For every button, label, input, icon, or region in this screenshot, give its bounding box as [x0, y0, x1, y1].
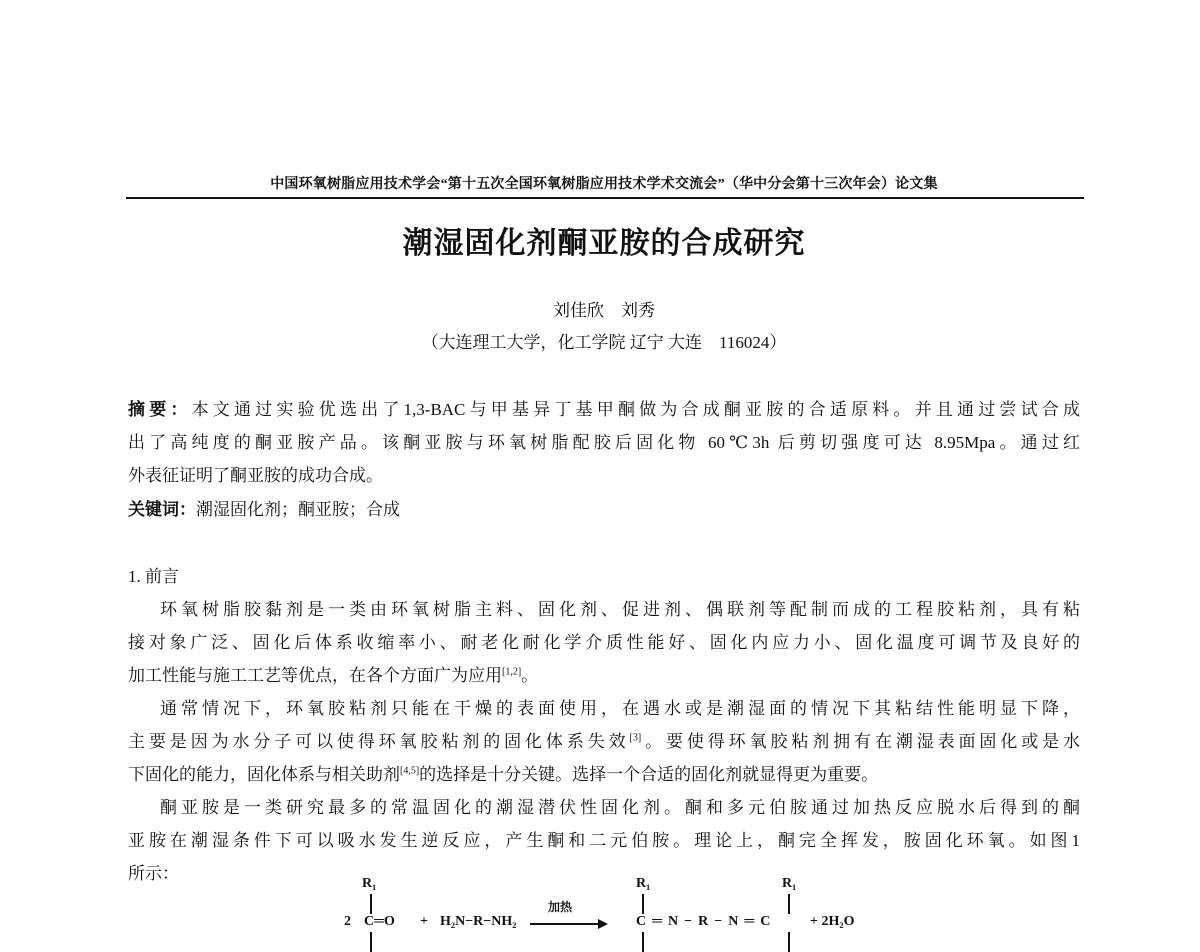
abstract-line: 出了高纯度的酮亚胺产品。该酮亚胺与环氧树脂配胶后固化物 60℃3h 后剪切强度可达 8.95Mpa。通过红	[128, 433, 1080, 452]
citation[interactable]: [3]	[629, 732, 642, 744]
coefficient: 2	[344, 914, 351, 929]
affiliation: （大连理工大学，化工学院 辽宁 大连 116024）	[421, 333, 787, 352]
keywords-line	[128, 495, 1080, 520]
plus-sign: +	[420, 914, 428, 929]
text: 。要使得环氧胶粘剂拥有在潮湿表面固化或是水	[641, 732, 1081, 751]
r1-label: R₁	[636, 876, 651, 891]
diamine: H₂N−R−NH₂	[440, 914, 517, 929]
paragraph-line: 接对象广泛、固化后体系收缩率小、耐老化耐化学介质性能好、固化内应力小、固化温度可调节及良好的	[128, 633, 1080, 652]
reaction-equation	[340, 870, 880, 952]
text: 。	[521, 666, 539, 685]
reaction-condition: 加热	[548, 900, 573, 914]
bond	[642, 894, 644, 914]
authors: 刘佳欣 刘秀	[553, 301, 655, 320]
text: 主要是因为水分子可以使得环氧胶粘剂的固化体系失效	[128, 732, 630, 751]
paragraph-line	[128, 661, 1080, 686]
abstract-line: 外表征证明了酮亚胺的成功合成。	[128, 466, 383, 485]
r1-label: R₁	[362, 876, 377, 891]
text: 加工性能与施工工艺等优点，在各个方面广为应用	[128, 666, 502, 685]
paragraph-line: 所示：	[128, 864, 179, 883]
abstract-text: 本文通过实验优选出了1,3-BAC与甲基异丁基甲酮做为合成酮亚胺的合适原料。并且通过尝试合成	[191, 400, 1081, 419]
bond	[370, 932, 372, 952]
section-heading: 1. 前言	[128, 567, 179, 586]
bond	[642, 932, 644, 952]
paragraph-line	[128, 760, 1080, 785]
paragraph-line: 酮亚胺是一类研究最多的常温固化的潮湿潜伏性固化剂。酮和多元伯胺通过加热反应脱水后得到的酮	[160, 798, 1080, 817]
reaction-arrow	[530, 923, 600, 925]
abstract-line	[128, 395, 1080, 420]
citation[interactable]: [1,2]	[502, 666, 522, 678]
paragraph-line: 亚胺在潮湿条件下可以吸水发生逆反应，产生酮和二元伯胺。理论上，酮完全挥发，胺固化环氧。如图1	[128, 831, 1080, 850]
keywords-text: 潮湿固化剂；酮亚胺；合成	[196, 500, 400, 519]
proceedings-header: 中国环氧树脂应用技术学会“第十五次全国环氧树脂应用技术学术交流会”（华中分会第十三次年会）论文集	[270, 177, 938, 192]
ketimine-product: C═N−R−N═C	[636, 914, 777, 929]
bond	[788, 932, 790, 952]
bond	[788, 894, 790, 914]
text: 的选择是十分关键。选择一个合适的固化剂就显得更为重要。	[419, 765, 879, 784]
keywords-label: 关键词：	[128, 500, 196, 519]
abstract-label: 摘要：	[128, 400, 192, 419]
citation[interactable]: [4,5]	[400, 765, 420, 777]
r1-label: R₁	[782, 876, 797, 891]
header-rule	[126, 197, 1084, 199]
paragraph-line: 环氧树脂胶黏剂是一类由环氧树脂主料、固化剂、促进剂、偶联剂等配制而成的工程胶粘剂，具有粘	[160, 600, 1080, 619]
carbonyl: C═O	[364, 914, 395, 929]
water-product: + 2H₂O	[810, 914, 855, 929]
text: 下固化的能力，固化体系与相关助剂	[128, 765, 400, 784]
paragraph-line	[128, 727, 1080, 752]
paragraph-line: 通常情况下，环氧胶粘剂只能在干燥的表面使用，在遇水或是潮湿面的情况下其粘结性能明显下降，	[160, 699, 1080, 718]
arrow-head-icon	[598, 919, 608, 929]
bond	[370, 894, 372, 914]
paper-title: 潮湿固化剂酮亚胺的合成研究	[402, 226, 806, 261]
